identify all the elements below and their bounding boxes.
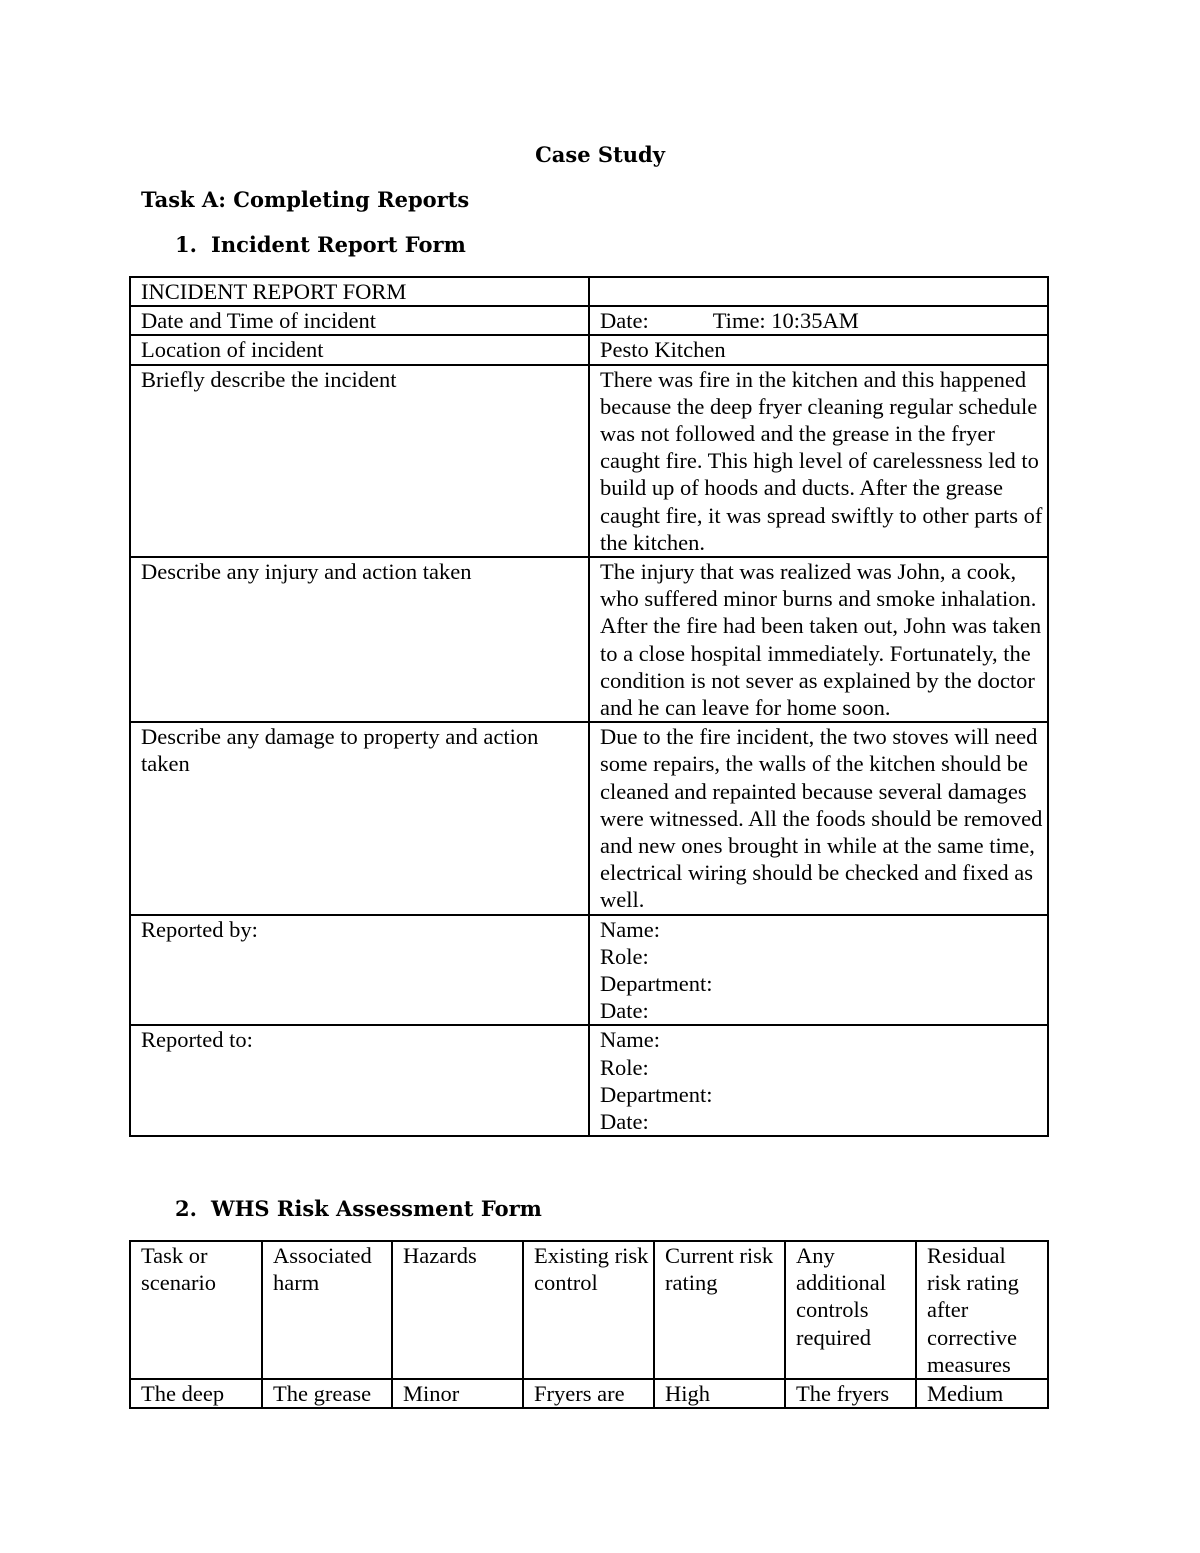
incident-description-cell: There was fire in the kitchen and this happened because the deep fryer cleaning regular schedule was not followed and the grease in the fryer caught fire. This high level of carelessness led to build up of hoods and ducts. After the grease caught fire, it was spread swiftly to other parts of the kitchen. xyxy=(589,365,1048,557)
label-cell: Describe any injury and action taken xyxy=(130,557,589,722)
damage-description-cell: Due to the fire incident, the two stoves will need some repairs, the walls of the kitchen should be cleaned and repainted because several damages were witnessed. All the foods should be removed and new ones brought in while at the same time, electrical wiring should be checked and fixed as well. xyxy=(589,722,1048,914)
task-heading: Task A: Completing Reports xyxy=(141,187,470,212)
section-heading-risk xyxy=(175,1196,542,1221)
date-time-cell xyxy=(589,306,1048,335)
table-cell: High xyxy=(654,1379,785,1408)
section-title: WHS Risk Assessment Form xyxy=(211,1196,542,1221)
table-row xyxy=(130,365,1048,557)
column-header: Hazards xyxy=(392,1241,523,1379)
column-header: Residual risk rating after corrective measures xyxy=(916,1241,1048,1379)
incident-report-table xyxy=(129,276,1049,1137)
location-value-cell: Pesto Kitchen xyxy=(589,335,1048,364)
label-cell: Reported to: xyxy=(130,1025,589,1136)
table-row xyxy=(130,1025,1048,1136)
label-cell: Date and Time of incident xyxy=(130,306,589,335)
form-title-cell: INCIDENT REPORT FORM xyxy=(130,277,589,306)
table-row xyxy=(130,1379,1048,1408)
reported-to-details-cell: Name: Role: Department: Date: xyxy=(589,1025,1048,1136)
table-cell: Medium xyxy=(916,1379,1048,1408)
page-title: Case Study xyxy=(535,142,665,167)
label-cell: Location of incident xyxy=(130,335,589,364)
table-cell: The fryers xyxy=(785,1379,916,1408)
form-title-empty-cell xyxy=(589,277,1048,306)
label-cell: Describe any damage to property and action taken xyxy=(130,722,589,914)
table-row xyxy=(130,306,1048,335)
column-header: Any additional controls required xyxy=(785,1241,916,1379)
section-number: 1. xyxy=(175,232,197,257)
section-heading-incident xyxy=(175,232,466,257)
section-number: 2. xyxy=(175,1196,197,1221)
label-cell: Reported by: xyxy=(130,915,589,1026)
time-value: Time: 10:35AM xyxy=(712,308,859,334)
column-header: Existing risk control xyxy=(523,1241,654,1379)
table-row xyxy=(130,722,1048,914)
injury-description-cell: The injury that was realized was John, a cook, who suffered minor burns and smoke inhalation. After the fire had been taken out, John was taken to a close hospital immediately. Fortunately, the condition is not sever as explained by the doctor and he can leave for home soon. xyxy=(589,557,1048,722)
table-cell: The deep xyxy=(130,1379,262,1408)
table-row xyxy=(130,277,1048,306)
column-header: Task or scenario xyxy=(130,1241,262,1379)
table-cell: The grease xyxy=(262,1379,392,1408)
risk-assessment-table xyxy=(129,1240,1049,1409)
section-title: Incident Report Form xyxy=(211,232,466,257)
table-header-row xyxy=(130,1241,1048,1379)
column-header: Current risk rating xyxy=(654,1241,785,1379)
table-cell: Fryers are xyxy=(523,1379,654,1408)
table-row xyxy=(130,915,1048,1026)
label-cell: Briefly describe the incident xyxy=(130,365,589,557)
date-label: Date: xyxy=(600,308,649,334)
table-row xyxy=(130,335,1048,364)
reported-by-details-cell: Name: Role: Department: Date: xyxy=(589,915,1048,1026)
column-header: Associated harm xyxy=(262,1241,392,1379)
table-row xyxy=(130,557,1048,722)
table-cell: Minor xyxy=(392,1379,523,1408)
